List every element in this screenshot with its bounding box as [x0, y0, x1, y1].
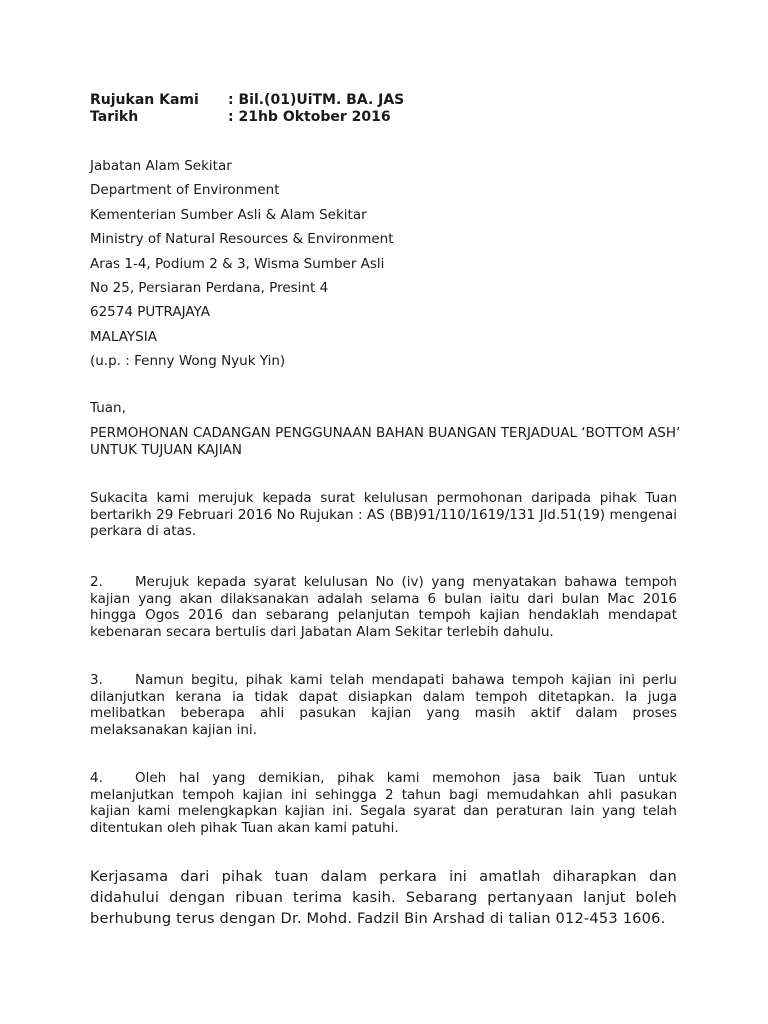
paragraph-4 [90, 770, 677, 836]
paragraph-1: Sukacita kami merujuk kepada surat kelulusan permohonan daripada pihak Tuan bertarikh 29 Februari 2016 No Rujukan : AS (BB)91/110/1619/131 Jld.51(19) mengenai perkara di atas. [90, 490, 677, 539]
reference-value: : Bil.(01)UiTM. BA. JAS [228, 92, 405, 108]
paragraph-number: 2. [90, 574, 103, 590]
date-label: Tarikh [90, 109, 139, 125]
date-value: : 21hb Oktober 2016 [228, 109, 391, 125]
address-line: 62574 PUTRAJAYA [90, 304, 210, 321]
closing-paragraph: Kerjasama dari pihak tuan dalam perkara ini amatlah diharapkan dan didahului dengan ribuan terima kasih. Sebarang pertanyaan lanjut boleh berhubung terus dengan Dr. Mohd. Fadzil Bin Arshad di talian 012-453 1606. [90, 868, 677, 927]
salutation: Tuan, [90, 400, 126, 416]
paragraph-number: 3. [90, 672, 103, 688]
attention-line: (u.p. : Fenny Wong Nyuk Yin) [90, 353, 286, 370]
reference-label: Rujukan Kami [90, 92, 199, 108]
address-line: Ministry of Natural Resources & Environment [90, 231, 394, 248]
letter-subject: PERMOHONAN CADANGAN PENGGUNAAN BAHAN BUANGAN TERJADUAL ‘BOTTOM ASH’ UNTUK TUJUAN KAJIAN [90, 425, 681, 458]
address-line: No 25, Persiaran Perdana, Presint 4 [90, 279, 329, 296]
address-line: Kementerian Sumber Asli & Alam Sekitar [90, 206, 367, 223]
reference-block [90, 92, 404, 126]
recipient-address [90, 156, 394, 376]
paragraph-text: Merujuk kepada syarat kelulusan No (iv) yang menyatakan bahawa tempoh kajian yang akan dilaksanakan adalah selama 6 bulan iaitu dari bulan Mac 2016 hingga Ogos 2016 dan sebarang pelanjutan tempoh kajian hendaklah mendapat kebenaran secara bertulis dari Jabatan Alam Sekitar terlebih dahulu. [90, 574, 677, 640]
paragraph-2 [90, 574, 677, 640]
paragraph-text: Namun begitu, pihak kami telah mendapati bahawa tempoh kajian ini perlu dilanjutkan kerana ia tidak dapat disiapkan dalam tempoh ditetapkan. Ia juga melibatkan beberapa ahli pasukan kajian yang masih aktif dalam proses melaksanakan kajian ini. [90, 672, 677, 738]
address-line: Department of Environment [90, 182, 280, 199]
paragraph-number: 4. [90, 770, 103, 786]
address-line: Aras 1-4, Podium 2 & 3, Wisma Sumber Asli [90, 255, 385, 272]
address-line: Jabatan Alam Sekitar [90, 158, 232, 174]
reference-row [90, 92, 404, 109]
paragraph-text: Oleh hal yang demikian, pihak kami memohon jasa baik Tuan untuk melanjutkan tempoh kajian ini sehingga 2 tahun bagi memudahkan ahli pasukan kajian kami melengkapkan kajian ini. Segala syarat dan peraturan lain yang telah ditentukan oleh pihak Tuan akan kami patuhi. [90, 770, 677, 836]
paragraph-3 [90, 672, 677, 738]
address-line: MALAYSIA [90, 328, 157, 345]
date-row [90, 109, 404, 126]
